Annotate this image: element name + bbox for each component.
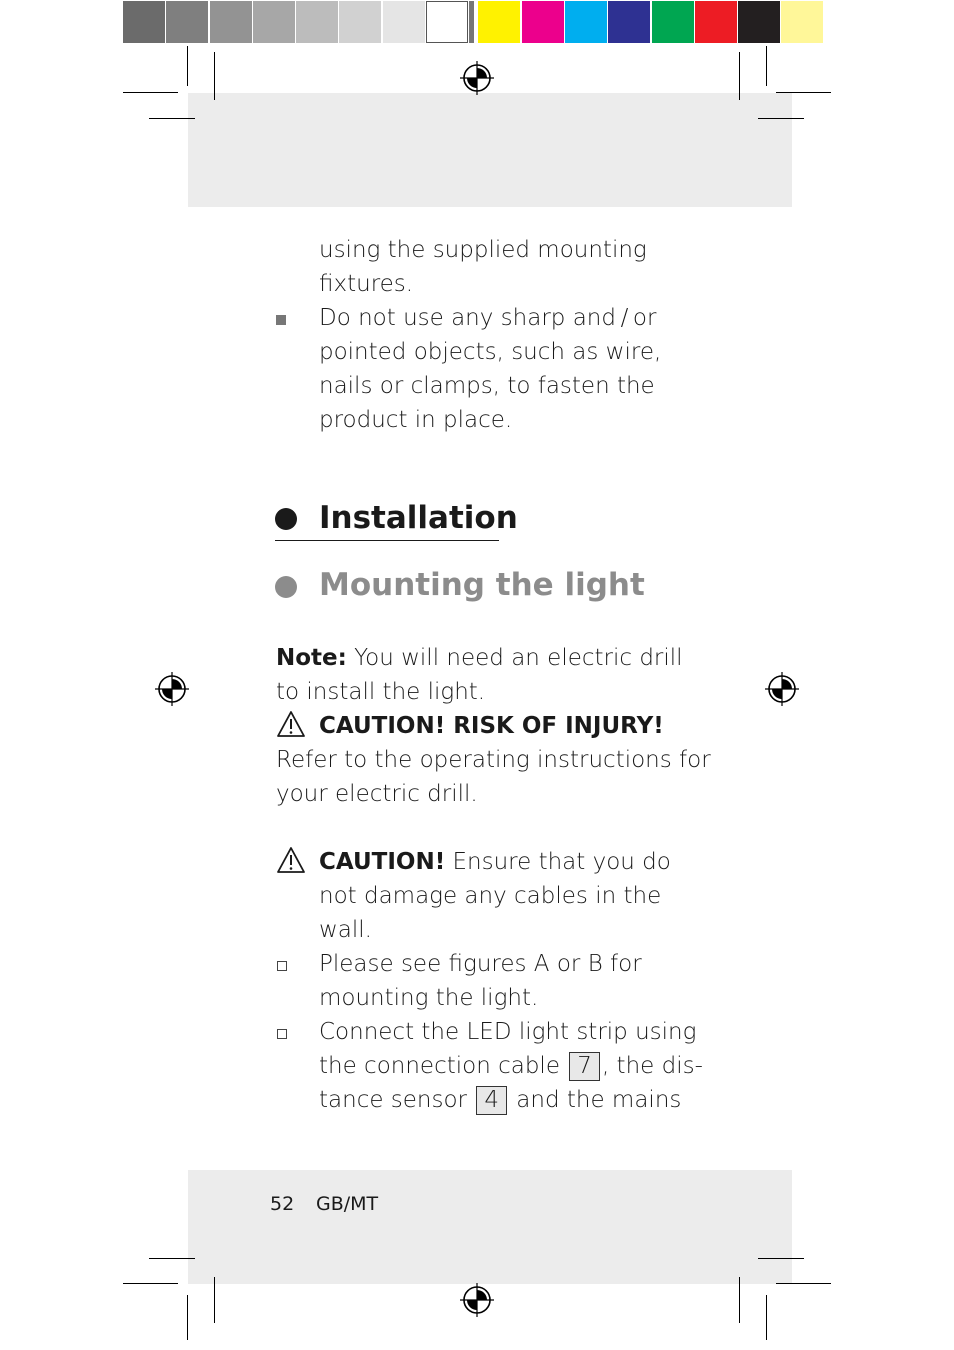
- step-text: the connection cable: [319, 1053, 568, 1079]
- caution-label: CAUTION!: [319, 849, 446, 875]
- caution-line: Refer to the operating instructions for: [276, 747, 711, 773]
- crop-mark: [739, 1277, 740, 1323]
- color-swatch: [608, 1, 650, 43]
- crop-mark: [214, 52, 215, 100]
- part-reference-7: 7: [569, 1052, 600, 1081]
- continued-line: using the supplied mounting: [319, 237, 647, 263]
- continued-line: fixtures.: [319, 271, 414, 297]
- gray-swatch: [210, 1, 252, 43]
- caution-line: [319, 845, 671, 879]
- gray-swatch: [426, 1, 468, 43]
- step-line: [319, 1049, 703, 1083]
- square-bullet-icon: [276, 315, 286, 325]
- crop-mark: [776, 1283, 831, 1284]
- step-text: tance sensor: [319, 1087, 475, 1113]
- color-calibration-bar: [123, 1, 825, 45]
- heading-mounting-the-light: Mounting the light: [319, 567, 645, 603]
- crop-mark: [214, 1277, 215, 1323]
- warning-triangle-icon: [276, 846, 306, 874]
- bullet-line: pointed objects, such as wire,: [319, 339, 662, 365]
- step-checkbox-icon: [277, 1029, 287, 1039]
- bullet-line: Do not use any sharp and / or: [319, 305, 657, 331]
- crop-mark: [187, 1295, 188, 1340]
- step-text: , the dis-: [601, 1053, 703, 1079]
- footer-band: [188, 1170, 792, 1284]
- caution-text: Ensure that you do: [445, 849, 671, 875]
- heading-dot-icon: [275, 576, 297, 598]
- footer-locale: GB/MT: [316, 1193, 379, 1215]
- gray-swatch: [166, 1, 208, 43]
- color-swatch: [652, 1, 694, 43]
- crop-mark: [766, 1295, 767, 1340]
- swatch-separator: [469, 1, 474, 43]
- step-line: Please see figures A or B for: [319, 951, 642, 977]
- step-line: Connect the LED light strip using: [319, 1019, 697, 1045]
- warning-triangle-icon: [276, 710, 306, 738]
- part-reference-4: 4: [476, 1086, 507, 1115]
- step-line: [319, 1083, 681, 1117]
- step-checkbox-icon: [277, 961, 287, 971]
- crop-mark: [758, 118, 804, 119]
- color-swatch: [478, 1, 520, 43]
- registration-mark-icon: [460, 1283, 494, 1317]
- note-label: Note:: [276, 645, 347, 671]
- heading-dot-icon: [275, 508, 297, 530]
- caution-line: wall.: [319, 917, 372, 943]
- gray-swatch: [339, 1, 381, 43]
- crop-mark: [123, 92, 178, 93]
- crop-mark: [123, 1283, 178, 1284]
- crop-mark: [149, 1258, 195, 1259]
- bullet-line: product in place.: [319, 407, 513, 433]
- page-number: 52: [270, 1193, 295, 1215]
- caution-heading: CAUTION! RISK OF INJURY!: [319, 713, 664, 739]
- bullet-line: nails or clamps, to fasten the: [319, 373, 655, 399]
- step-line: mounting the light.: [319, 985, 539, 1011]
- crop-mark: [766, 46, 767, 86]
- color-swatch: [738, 1, 780, 43]
- color-swatch: [695, 1, 737, 43]
- crop-mark: [187, 46, 188, 86]
- heading-underline: [275, 540, 499, 541]
- registration-mark-icon: [155, 672, 189, 706]
- gray-swatch: [123, 1, 165, 43]
- crop-mark: [758, 1258, 804, 1259]
- caution-line: your electric drill.: [276, 781, 478, 807]
- gray-swatch: [383, 1, 425, 43]
- step-text: and the mains: [508, 1087, 682, 1113]
- crop-mark: [149, 118, 195, 119]
- note-text: You will need an electric drill: [346, 645, 683, 671]
- color-swatch: [522, 1, 564, 43]
- color-swatch: [781, 1, 823, 43]
- header-band: [188, 93, 792, 207]
- registration-mark-icon: [460, 61, 494, 95]
- note-line: to install the light.: [276, 679, 486, 705]
- crop-mark: [776, 92, 831, 93]
- note-line: [276, 641, 683, 675]
- caution-line: not damage any cables in the: [319, 883, 662, 909]
- gray-swatch: [253, 1, 295, 43]
- heading-installation: Installation: [319, 500, 518, 536]
- color-swatch: [565, 1, 607, 43]
- gray-swatch: [296, 1, 338, 43]
- crop-mark: [739, 52, 740, 100]
- registration-mark-icon: [765, 672, 799, 706]
